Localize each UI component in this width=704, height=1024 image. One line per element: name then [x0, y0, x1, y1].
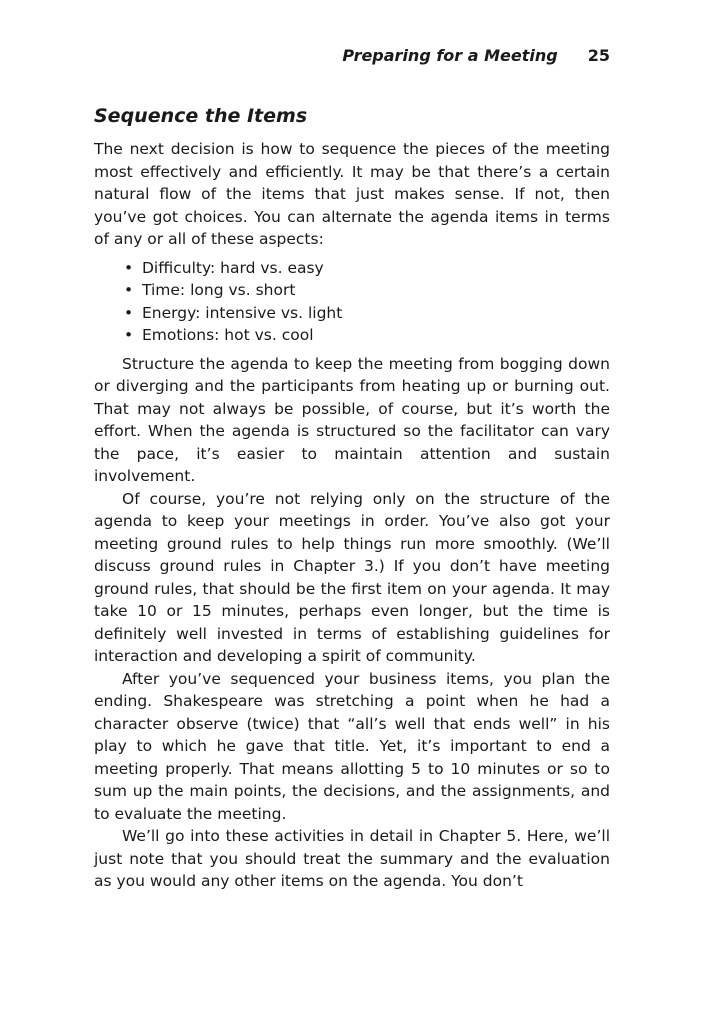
running-head [342, 46, 610, 66]
bullet-icon: • [124, 326, 134, 344]
list-item: • Difficulty: hard vs. easy [124, 257, 610, 280]
intro-paragraph: The next decision is how to sequence the pieces of the meeting most effectively and efficiently. It may be that there’s a certain natural flow of the items that just makes sense. If not, then you’ve got choices. You can alternate the agenda items in terms of any or all of these aspects: [94, 140, 610, 248]
bullet-icon: • [124, 281, 134, 299]
page-number: 25 [587, 46, 610, 65]
aspects-list [94, 257, 610, 347]
body-paragraph: We’ll go into these activities in detail in Chapter 5. Here, we’ll just note that you should treat the summary and the evaluation as you would any other items on the agenda. You don’t [94, 827, 610, 890]
body-paragraph: Structure the agenda to keep the meeting from bogging down or diverging and the participants from heating up or burning out. That may not always be possible, of course, but it’s worth the effort. When the agenda is structured so the facilitator can vary the pace, it’s easier to maintain attention and sustain involvement. [94, 354, 610, 485]
bullet-icon: • [124, 258, 134, 277]
body-text [94, 138, 610, 893]
list-item: • Emotions: hot vs. cool [124, 324, 610, 347]
list-item: • Time: long vs. short [124, 279, 610, 302]
body-paragraph: Of course, you’re not relying only on the structure of the agenda to keep your meetings in order. You’ve also got your meeting ground rules to help things run more smoothly. (We’ll discuss ground rules in Chapter 3.) If you don’t have meeting ground rules, that should be the first item on your agenda. It may take 10 or 15 minutes, perhaps even longer, but the time is definitely well invested in terms of establishing guidelines for interaction and developing a spirit of community. [94, 489, 610, 665]
section-title: Sequence the Items [94, 105, 308, 127]
running-title: Preparing for a Meeting [342, 46, 558, 65]
list-item: • Energy: intensive vs. light [124, 302, 610, 325]
body-paragraph: After you’ve sequenced your business items, you plan the ending. Shakespeare was stretching a point when he had a character observe (twice) that “all’s well that ends well” in his play to which he gave that title. Yet, it’s important to end a meeting properly. That means allotting 5 to 10 minutes or so to sum up the main points, the decisions, and the assignments, and to evaluate the meeting. [94, 669, 610, 823]
bullet-icon: • [124, 303, 134, 322]
